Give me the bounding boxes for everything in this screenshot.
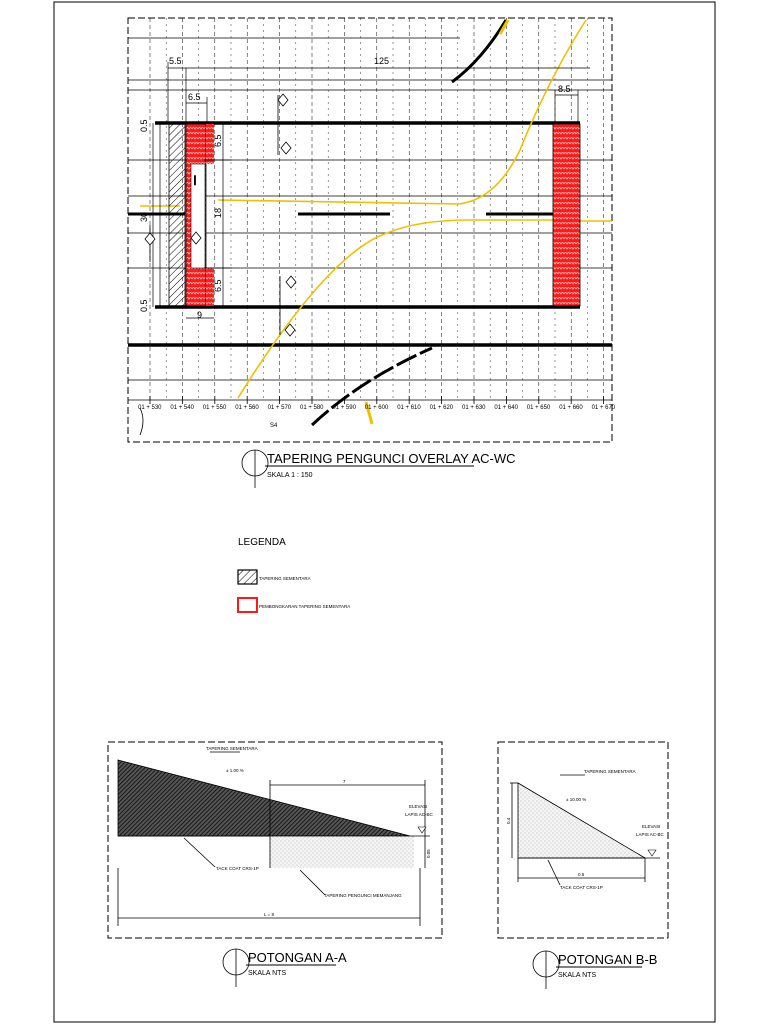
station-label: 01 + 530 (138, 405, 162, 411)
section-a-thickness: 0.05 (426, 849, 431, 858)
station-label: 01 + 590 (332, 405, 356, 411)
dim-9: 9 (197, 310, 203, 320)
station-labels (138, 396, 616, 411)
section-a-length-top: 7 (343, 779, 346, 784)
section-a-length: L = 8 (264, 912, 274, 917)
station-label: 01 + 610 (397, 405, 421, 411)
dim-18: 18 (213, 207, 223, 218)
legend-item-2: PEMBONGKARAN TAPERING SEMENTARA (259, 604, 351, 609)
dim-6-5-v-bot: 6.5 (213, 279, 223, 292)
dim-0-5-top: 0.5 (139, 119, 149, 132)
curve-road-edge-top (452, 20, 506, 82)
section-b-b (498, 742, 668, 989)
section-a-slope: ± 1.00 % (226, 768, 244, 773)
station-label: 01 + 670 (591, 405, 616, 411)
station-s4: S4 (270, 423, 278, 429)
section-a-scale: SKALA NTS (248, 970, 287, 977)
legend (238, 537, 350, 612)
dim-30: 30 (139, 211, 149, 222)
section-a-elev-2: LAPIS AC-BC (405, 812, 433, 817)
dim-5-5: 5.5 (169, 56, 182, 66)
station-label: 01 + 570 (267, 405, 292, 411)
section-b-slope: ± 10.00 % (566, 797, 587, 802)
legend-red-swatch (238, 598, 257, 612)
red-removal-strip-right (553, 124, 580, 306)
marker-i: I (193, 172, 197, 188)
station-label: 01 + 600 (364, 405, 389, 411)
station-label: 01 + 650 (526, 405, 551, 411)
section-a-temporary-wedge (118, 760, 410, 836)
section-b-elev-1: ELEVASI (642, 824, 661, 829)
section-a-elev-1: ELEVASI (409, 804, 428, 809)
plan-scale: SKALA 1 : 150 (267, 472, 313, 479)
dim-125: 125 (374, 56, 390, 66)
dim-8-5: 8.5 (558, 84, 571, 94)
dim-0-5-bot: 0.5 (139, 299, 149, 312)
station-label: 01 + 640 (494, 405, 518, 411)
section-a-tack-coat: TACK COAT CRS-1P (216, 866, 259, 871)
section-b-height: 0.4 (506, 817, 511, 824)
section-b-title: POTONGAN B-B (558, 952, 658, 967)
dim-6-5-top: 6.5 (188, 92, 201, 102)
plan-title: TAPERING PENGUNCI OVERLAY AC-WC (267, 451, 516, 466)
station-label: 01 + 560 (235, 405, 259, 411)
station-label: 01 + 620 (429, 405, 454, 411)
section-a-title: POTONGAN A-A (248, 950, 347, 965)
section-b-width: 0.5 (578, 872, 585, 877)
section-b-elev-2: LAPIS AC-BC (636, 832, 664, 837)
dim-6-5-v-top: 6.5 (213, 134, 223, 147)
legend-hatch-swatch (238, 570, 257, 584)
corner-curve (140, 408, 143, 435)
section-b-tack-coat: TACK COAT CRS-1P (560, 885, 603, 890)
station-label: 01 + 580 (300, 405, 324, 411)
section-a-a (108, 742, 442, 987)
legend-item-1: TAPERING SEMENTARA (259, 576, 311, 581)
station-label: 01 + 660 (559, 405, 583, 411)
legend-title: LEGENDA (238, 537, 286, 548)
station-label: 01 + 630 (462, 405, 486, 411)
curve-road-edge-bottom (312, 348, 432, 425)
section-a-permanent-block (270, 836, 414, 868)
section-a-permanent: TAPERING PENGUNCI MEMANJANG (324, 893, 402, 898)
plan-view (128, 18, 616, 442)
station-label: 01 + 540 (170, 405, 194, 411)
plan-title-block (242, 450, 516, 488)
section-b-scale: SKALA NTS (558, 972, 597, 979)
station-label: 01 + 550 (202, 405, 227, 411)
section-b-wedge (518, 783, 645, 858)
alignment-curves (140, 20, 612, 398)
section-b-tapering-label: TAPERING SEMENTARA (584, 769, 636, 774)
section-a-tapering-label: TAPERING SEMENTARA (206, 746, 258, 751)
temporary-tapering-hatch (169, 124, 185, 306)
elevation-marker-b (648, 850, 656, 856)
